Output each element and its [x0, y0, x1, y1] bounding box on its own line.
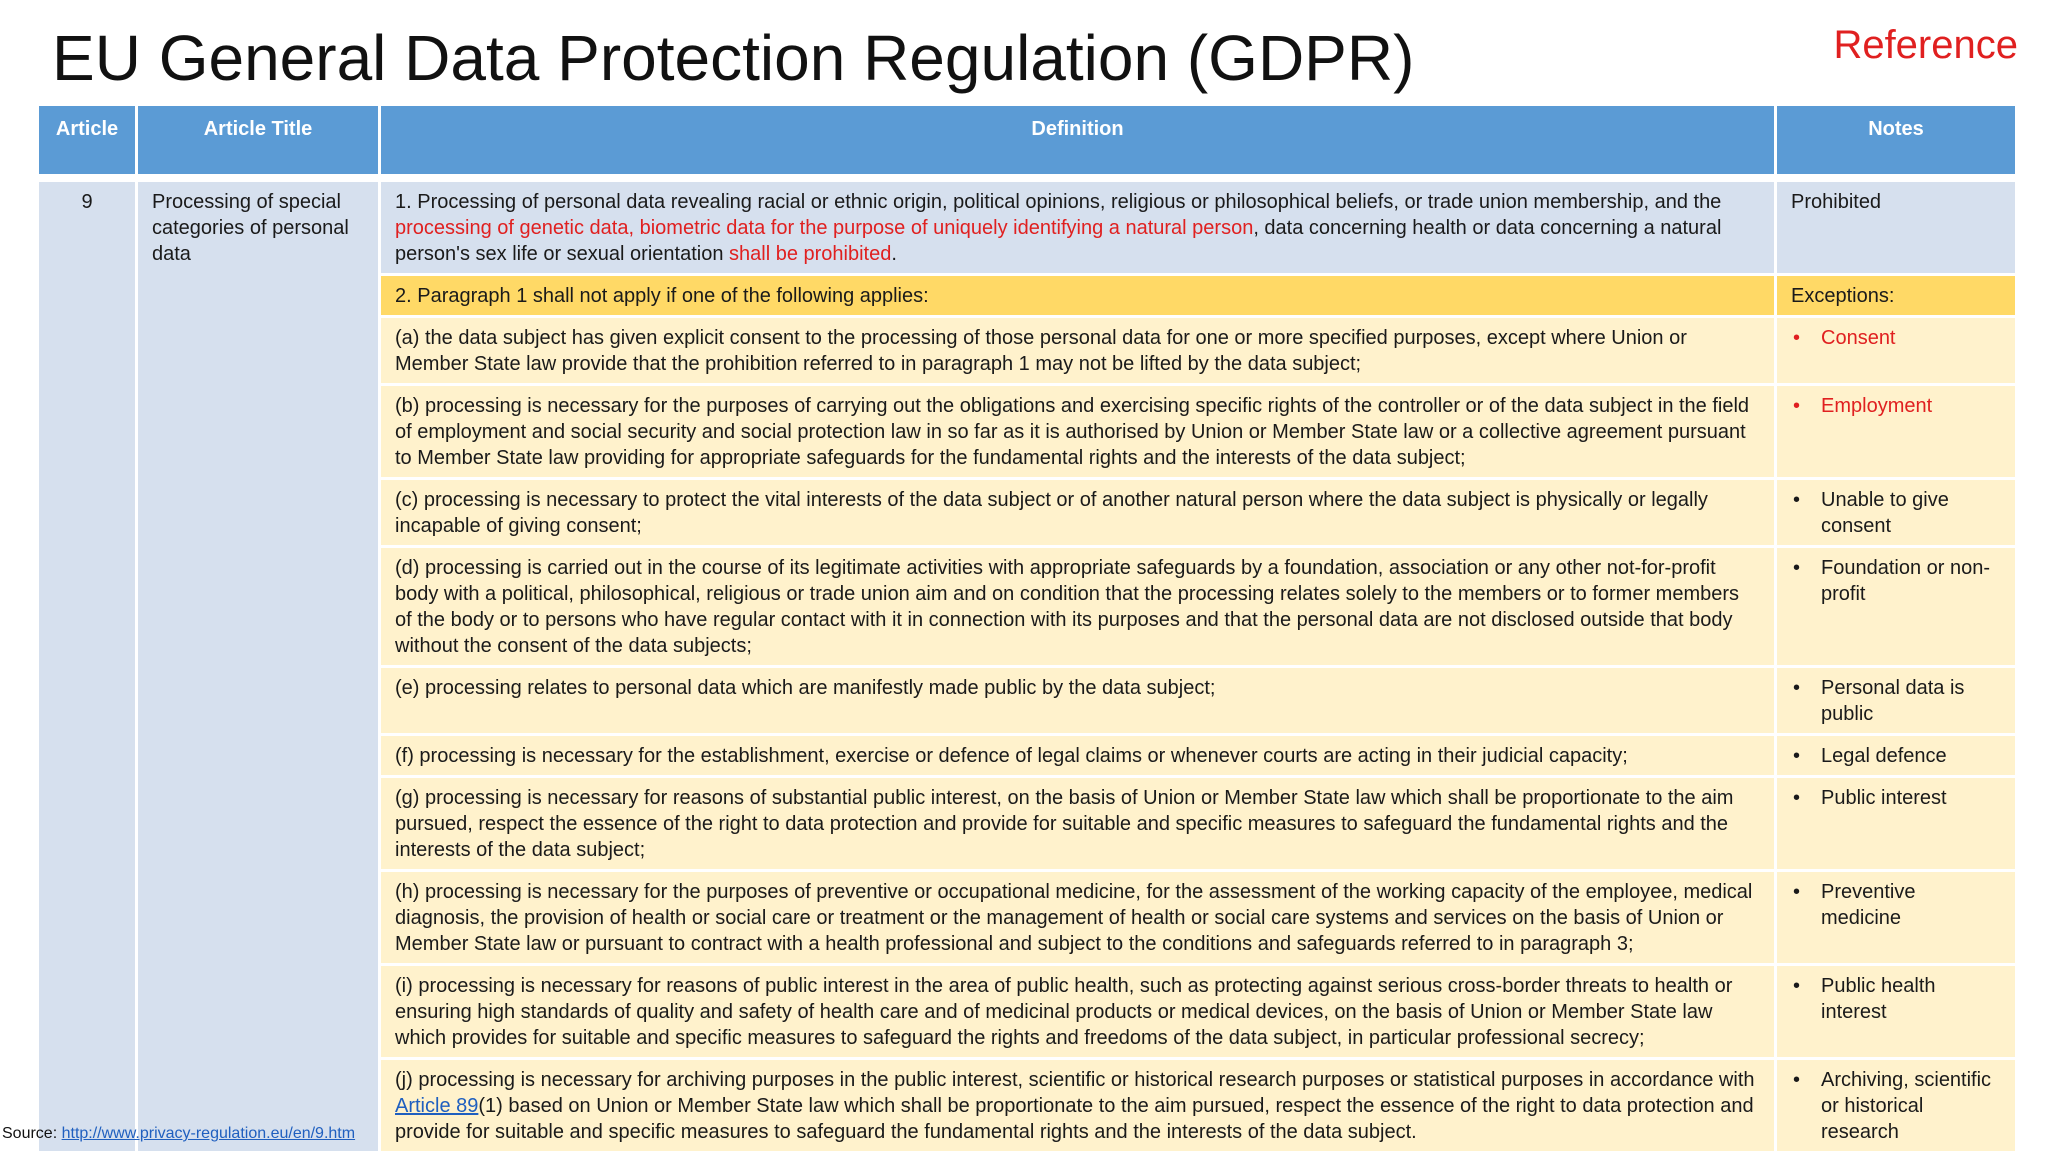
exception-h-note-item: • Preventive medicine: [1791, 879, 2001, 931]
paragraph-1-text-a: 1. Processing of personal data revealing racial or ethnic origin, political opinions, religious or philosophical beliefs, or trade union membership, and the: [395, 191, 1722, 213]
exception-g-definition: (g) processing is necessary for reasons of substantial public interest, on the basis of Union or Member State law which shall be proportionate to the aim pursued, respect the essence of the right to data protection and provide for suitable and specific measures to safeguard the fundamental rights and the interests of the data subject;: [381, 778, 1774, 869]
exception-j-definition: [381, 1060, 1774, 1151]
column-header-article: Article: [39, 106, 135, 174]
article-89-link[interactable]: Article 89: [395, 1095, 479, 1117]
exception-e-note-item: • Personal data is public: [1791, 675, 2001, 727]
source-label: Source:: [2, 1125, 62, 1142]
column-header-notes: Notes: [1777, 106, 2015, 174]
gdpr-table: [36, 103, 2018, 1154]
paragraph-2-definition: 2. Paragraph 1 shall not apply if one of the following applies:: [381, 276, 1774, 315]
exception-c-note: [1777, 480, 2015, 545]
column-header-article-title: Article Title: [138, 106, 378, 174]
exception-c-note-item: • Unable to give consent: [1791, 487, 2001, 539]
exception-i-note-item: • Public health interest: [1791, 973, 2001, 1025]
source-link[interactable]: http://www.privacy-regulation.eu/en/9.htm: [61, 1125, 356, 1142]
article-number-cell: 9: [39, 182, 135, 1151]
paragraph-1-note: Prohibited: [1777, 182, 2015, 273]
exception-d-note-item: • Foundation or non-profit: [1791, 555, 2001, 607]
exception-b-definition: (b) processing is necessary for the purposes of carrying out the obligations and exercising specific rights of the controller or of the data subject in the field of employment and social security and social protection law in so far as it is authorised by Union or Member State law or a collective agreement pursuant to Member State law providing for appropriate safeguards for the fundamental rights and the interests of the data subject;: [381, 386, 1774, 477]
paragraph-1-text-c: .: [891, 243, 897, 265]
exception-d-note: [1777, 548, 2015, 665]
exception-f-definition: (f) processing is necessary for the establishment, exercise or defence of legal claims or whenever courts are acting in their judicial capacity;: [381, 736, 1774, 775]
exception-e-definition: (e) processing relates to personal data which are manifestly made public by the data subject;: [381, 668, 1774, 733]
source-footer: [2, 1124, 355, 1144]
exception-j-text-b: (1) based on Union or Member State law which shall be proportionate to the aim pursued, respect the essence of the right to data protection and provide for suitable and specific measures to safeguard the fundamental rights and the interests of the data subject.: [395, 1095, 1754, 1143]
page-title: EU General Data Protection Regulation (GDPR): [52, 22, 1415, 94]
paragraph-1-highlight-a: processing of genetic data, biometric data for the purpose of uniquely identifying a natural person: [395, 217, 1254, 239]
exception-g-note-item: • Public interest: [1791, 785, 2001, 811]
exception-j-note-item: • Archiving, scientific or historical research: [1791, 1067, 2001, 1145]
exception-i-note: [1777, 966, 2015, 1057]
exception-d-definition: (d) processing is carried out in the course of its legitimate activities with appropriate safeguards by a foundation, association or any other not-for-profit body with a political, philosophical, religious or trade union aim and on condition that the processing relates solely to the members or to former members of the body or to persons who have regular contact with it in connection with its purposes and that the personal data are not disclosed outside that body without the consent of the data subjects;: [381, 548, 1774, 665]
exception-f-note-item: • Legal defence: [1791, 743, 2001, 769]
table-row: [39, 182, 2015, 273]
paragraph-1-definition: [381, 182, 1774, 273]
exception-a-note-item: • Consent: [1791, 325, 2001, 351]
exception-e-note: [1777, 668, 2015, 733]
paragraph-1-highlight-b: shall be prohibited: [729, 243, 892, 265]
exception-g-note: [1777, 778, 2015, 869]
exception-a-definition: (a) the data subject has given explicit consent to the processing of those personal data for one or more specified purposes, except where Union or Member State law provide that the prohibition referred to in paragraph 1 may not be lifted by the data subject;: [381, 318, 1774, 383]
article-title-cell: Processing of special categories of personal data: [138, 182, 378, 1151]
exception-j-note: [1777, 1060, 2015, 1151]
exception-h-definition: (h) processing is necessary for the purposes of preventive or occupational medicine, for the assessment of the working capacity of the employee, medical diagnosis, the provision of health or social care or treatment or the management of health or social care systems and services on the basis of Union or Member State law or pursuant to contract with a health professional and subject to the conditions and safeguards referred to in paragraph 3;: [381, 872, 1774, 963]
paragraph-2-note: Exceptions:: [1777, 276, 2015, 315]
exception-b-note: [1777, 386, 2015, 477]
exception-c-definition: (c) processing is necessary to protect the vital interests of the data subject or of another natural person where the data subject is physically or legally incapable of giving consent;: [381, 480, 1774, 545]
paragraph-1-text-b: , data concerning health or data concerning a natural person's sex life or sexual orientation: [395, 217, 1722, 265]
column-header-definition: Definition: [381, 106, 1774, 174]
exception-b-note-item: • Employment: [1791, 393, 2001, 419]
table-header-row: [39, 106, 2015, 174]
exception-f-note: [1777, 736, 2015, 775]
reference-label: Reference: [1833, 23, 2018, 67]
exception-i-definition: (i) processing is necessary for reasons of public interest in the area of public health, such as protecting against serious cross-border threats to health or ensuring high standards of quality and safety of health care and of medicinal products or medical devices, on the basis of Union or Member State law which provides for suitable and specific measures to safeguard the rights and freedoms of the data subject, in particular professional secrecy;: [381, 966, 1774, 1057]
exception-a-note: [1777, 318, 2015, 383]
exception-j-text-a: (j) processing is necessary for archiving purposes in the public interest, scientific or historical research purposes or statistical purposes in accordance with: [395, 1069, 1755, 1091]
exception-h-note: [1777, 872, 2015, 963]
